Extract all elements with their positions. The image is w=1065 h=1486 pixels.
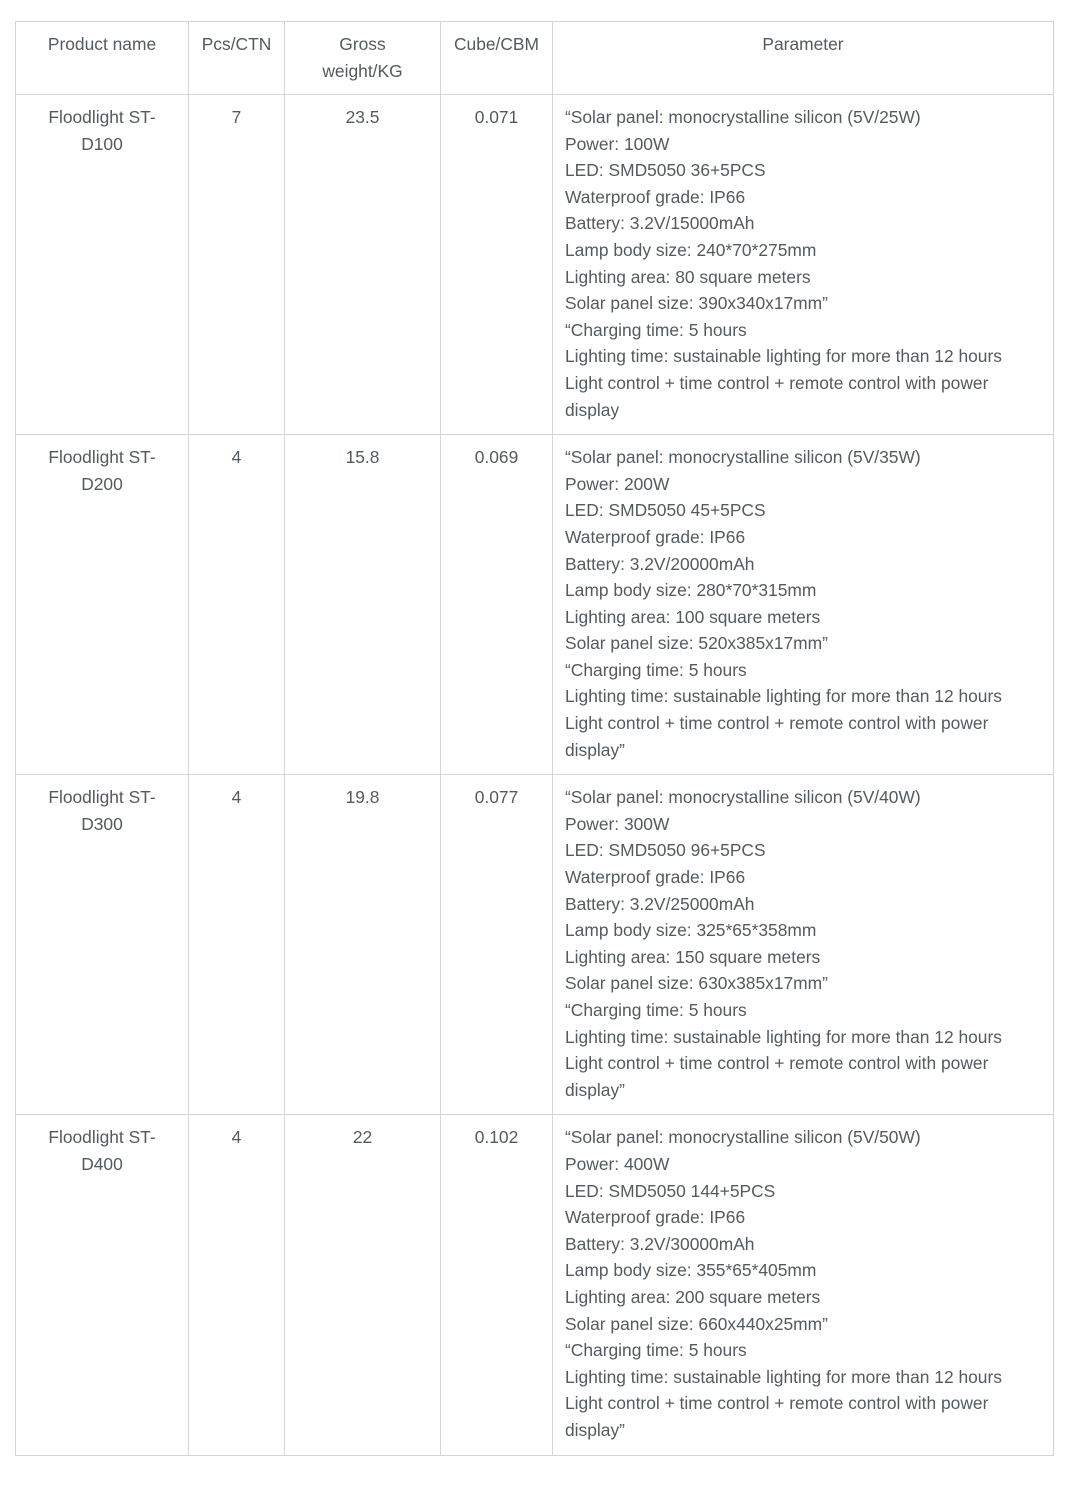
parameter-line: LED: SMD5050 36+5PCS: [565, 160, 766, 181]
parameter-line: Battery: 3.2V/30000mAh: [565, 1233, 755, 1254]
parameter-line: Light control + time control + remote control with power display”: [565, 1053, 989, 1100]
parameter-line: Lighting time: sustainable lighting for more than 12 hours: [565, 346, 1002, 367]
product-name-cell: [16, 435, 189, 775]
parameter-line: “Charging time: 5 hours: [565, 319, 747, 340]
gross-weight-cell: 22: [285, 1115, 441, 1455]
parameter-line: Power: 400W: [565, 1153, 670, 1174]
parameter-line: Lighting area: 200 square meters: [565, 1286, 821, 1307]
table-row-3: [16, 775, 1054, 1115]
pcs-ctn-cell: 7: [189, 95, 285, 435]
parameter-line: Waterproof grade: IP66: [565, 867, 746, 888]
parameter-line: Power: 200W: [565, 473, 670, 494]
parameter-line: Lamp body size: 325*65*358mm: [565, 920, 817, 941]
parameter-line: Battery: 3.2V/15000mAh: [565, 213, 755, 234]
parameter-cell: [553, 95, 1054, 435]
gross-weight-cell: 19.8: [285, 775, 441, 1115]
parameter-line: Solar panel size: 520x385x17mm”: [565, 633, 828, 654]
pcs-ctn-cell: 4: [189, 435, 285, 775]
parameter-line: LED: SMD5050 45+5PCS: [565, 500, 766, 521]
product-name-line2: D200: [81, 473, 123, 494]
parameter-line: Solar panel size: 630x385x17mm”: [565, 973, 828, 994]
header-gross-weight-line1: Gross: [339, 34, 386, 54]
product-name-line1: Floodlight ST-: [48, 107, 156, 127]
parameter-line: Lighting time: sustainable lighting for more than 12 hours: [565, 1366, 1002, 1387]
pcs-ctn-cell: 4: [189, 775, 285, 1115]
parameter-line: Lighting time: sustainable lighting for more than 12 hours: [565, 1026, 1002, 1047]
parameter-line: Waterproof grade: IP66: [565, 186, 746, 207]
header-row: [16, 22, 1054, 95]
table-row-1: [16, 95, 1054, 435]
parameter-line: Lighting area: 150 square meters: [565, 946, 821, 967]
parameter-line: “Solar panel: monocrystalline silicon (5V/35W): [565, 447, 921, 468]
table-row-4: [16, 1115, 1054, 1455]
parameter-line: Lighting time: sustainable lighting for more than 12 hours: [565, 686, 1002, 707]
parameter-line: Lighting area: 80 square meters: [565, 266, 811, 287]
cube-cell: 0.071: [441, 95, 553, 435]
product-name-cell: [16, 775, 189, 1115]
parameter-line: Lighting area: 100 square meters: [565, 606, 821, 627]
parameter-line: Power: 300W: [565, 813, 670, 834]
product-name-line2: D300: [81, 813, 123, 834]
header-gross-weight-line2: weight/KG: [322, 60, 403, 81]
product-name-cell: [16, 1115, 189, 1455]
parameter-line: Light control + time control + remote control with power display: [565, 372, 989, 420]
product-name-line2: D100: [81, 133, 123, 154]
parameter-cell: [553, 775, 1054, 1115]
header-pcs-ctn: Pcs/CTN: [189, 22, 285, 95]
parameter-line: Lamp body size: 280*70*315mm: [565, 580, 817, 601]
table-row-2: [16, 435, 1054, 775]
product-name-line1: Floodlight ST-: [48, 1127, 156, 1148]
parameter-cell: [553, 435, 1054, 775]
parameter-line: Battery: 3.2V/20000mAh: [565, 553, 755, 574]
product-name-cell: [16, 95, 189, 435]
product-name-line1: Floodlight ST-: [48, 787, 156, 808]
parameter-line: Battery: 3.2V/25000mAh: [565, 893, 755, 914]
parameter-cell: [553, 1115, 1054, 1455]
product-name-line2: D400: [81, 1153, 123, 1174]
parameter-line: Lamp body size: 355*65*405mm: [565, 1260, 817, 1281]
parameter-line: Waterproof grade: IP66: [565, 526, 746, 547]
parameter-line: Light control + time control + remote control with power display”: [565, 713, 989, 760]
gross-weight-cell: 23.5: [285, 95, 441, 435]
parameter-line: “Charging time: 5 hours: [565, 1340, 747, 1361]
parameter-line: “Charging time: 5 hours: [565, 659, 747, 680]
parameter-line: Light control + time control + remote control with power display”: [565, 1393, 989, 1440]
gross-weight-cell: 15.8: [285, 435, 441, 775]
product-name-line1: Floodlight ST-: [48, 447, 156, 468]
parameter-line: “Solar panel: monocrystalline silicon (5V/40W): [565, 787, 921, 808]
parameter-line: “Charging time: 5 hours: [565, 1000, 747, 1020]
product-spec-table: [15, 21, 1054, 1456]
cube-cell: 0.077: [441, 775, 553, 1115]
parameter-line: Solar panel size: 660x440x25mm”: [565, 1313, 828, 1334]
parameter-line: Waterproof grade: IP66: [565, 1207, 746, 1228]
parameter-line: “Solar panel: monocrystalline silicon (5V/50W): [565, 1127, 921, 1148]
pcs-ctn-cell: 4: [189, 1115, 285, 1455]
cube-cell: 0.069: [441, 435, 553, 775]
cube-cell: 0.102: [441, 1115, 553, 1455]
header-gross-weight: [285, 22, 441, 95]
parameter-line: Lamp body size: 240*70*275mm: [565, 239, 817, 260]
parameter-line: “Solar panel: monocrystalline silicon (5V/25W): [565, 107, 921, 127]
parameter-line: LED: SMD5050 96+5PCS: [565, 840, 766, 861]
header-parameter: Parameter: [553, 22, 1054, 95]
parameter-line: Solar panel size: 390x340x17mm”: [565, 293, 828, 314]
header-product-name: Product name: [16, 22, 189, 95]
header-cube: Cube/CBM: [441, 22, 553, 95]
parameter-line: LED: SMD5050 144+5PCS: [565, 1180, 776, 1201]
parameter-line: Power: 100W: [565, 133, 670, 154]
